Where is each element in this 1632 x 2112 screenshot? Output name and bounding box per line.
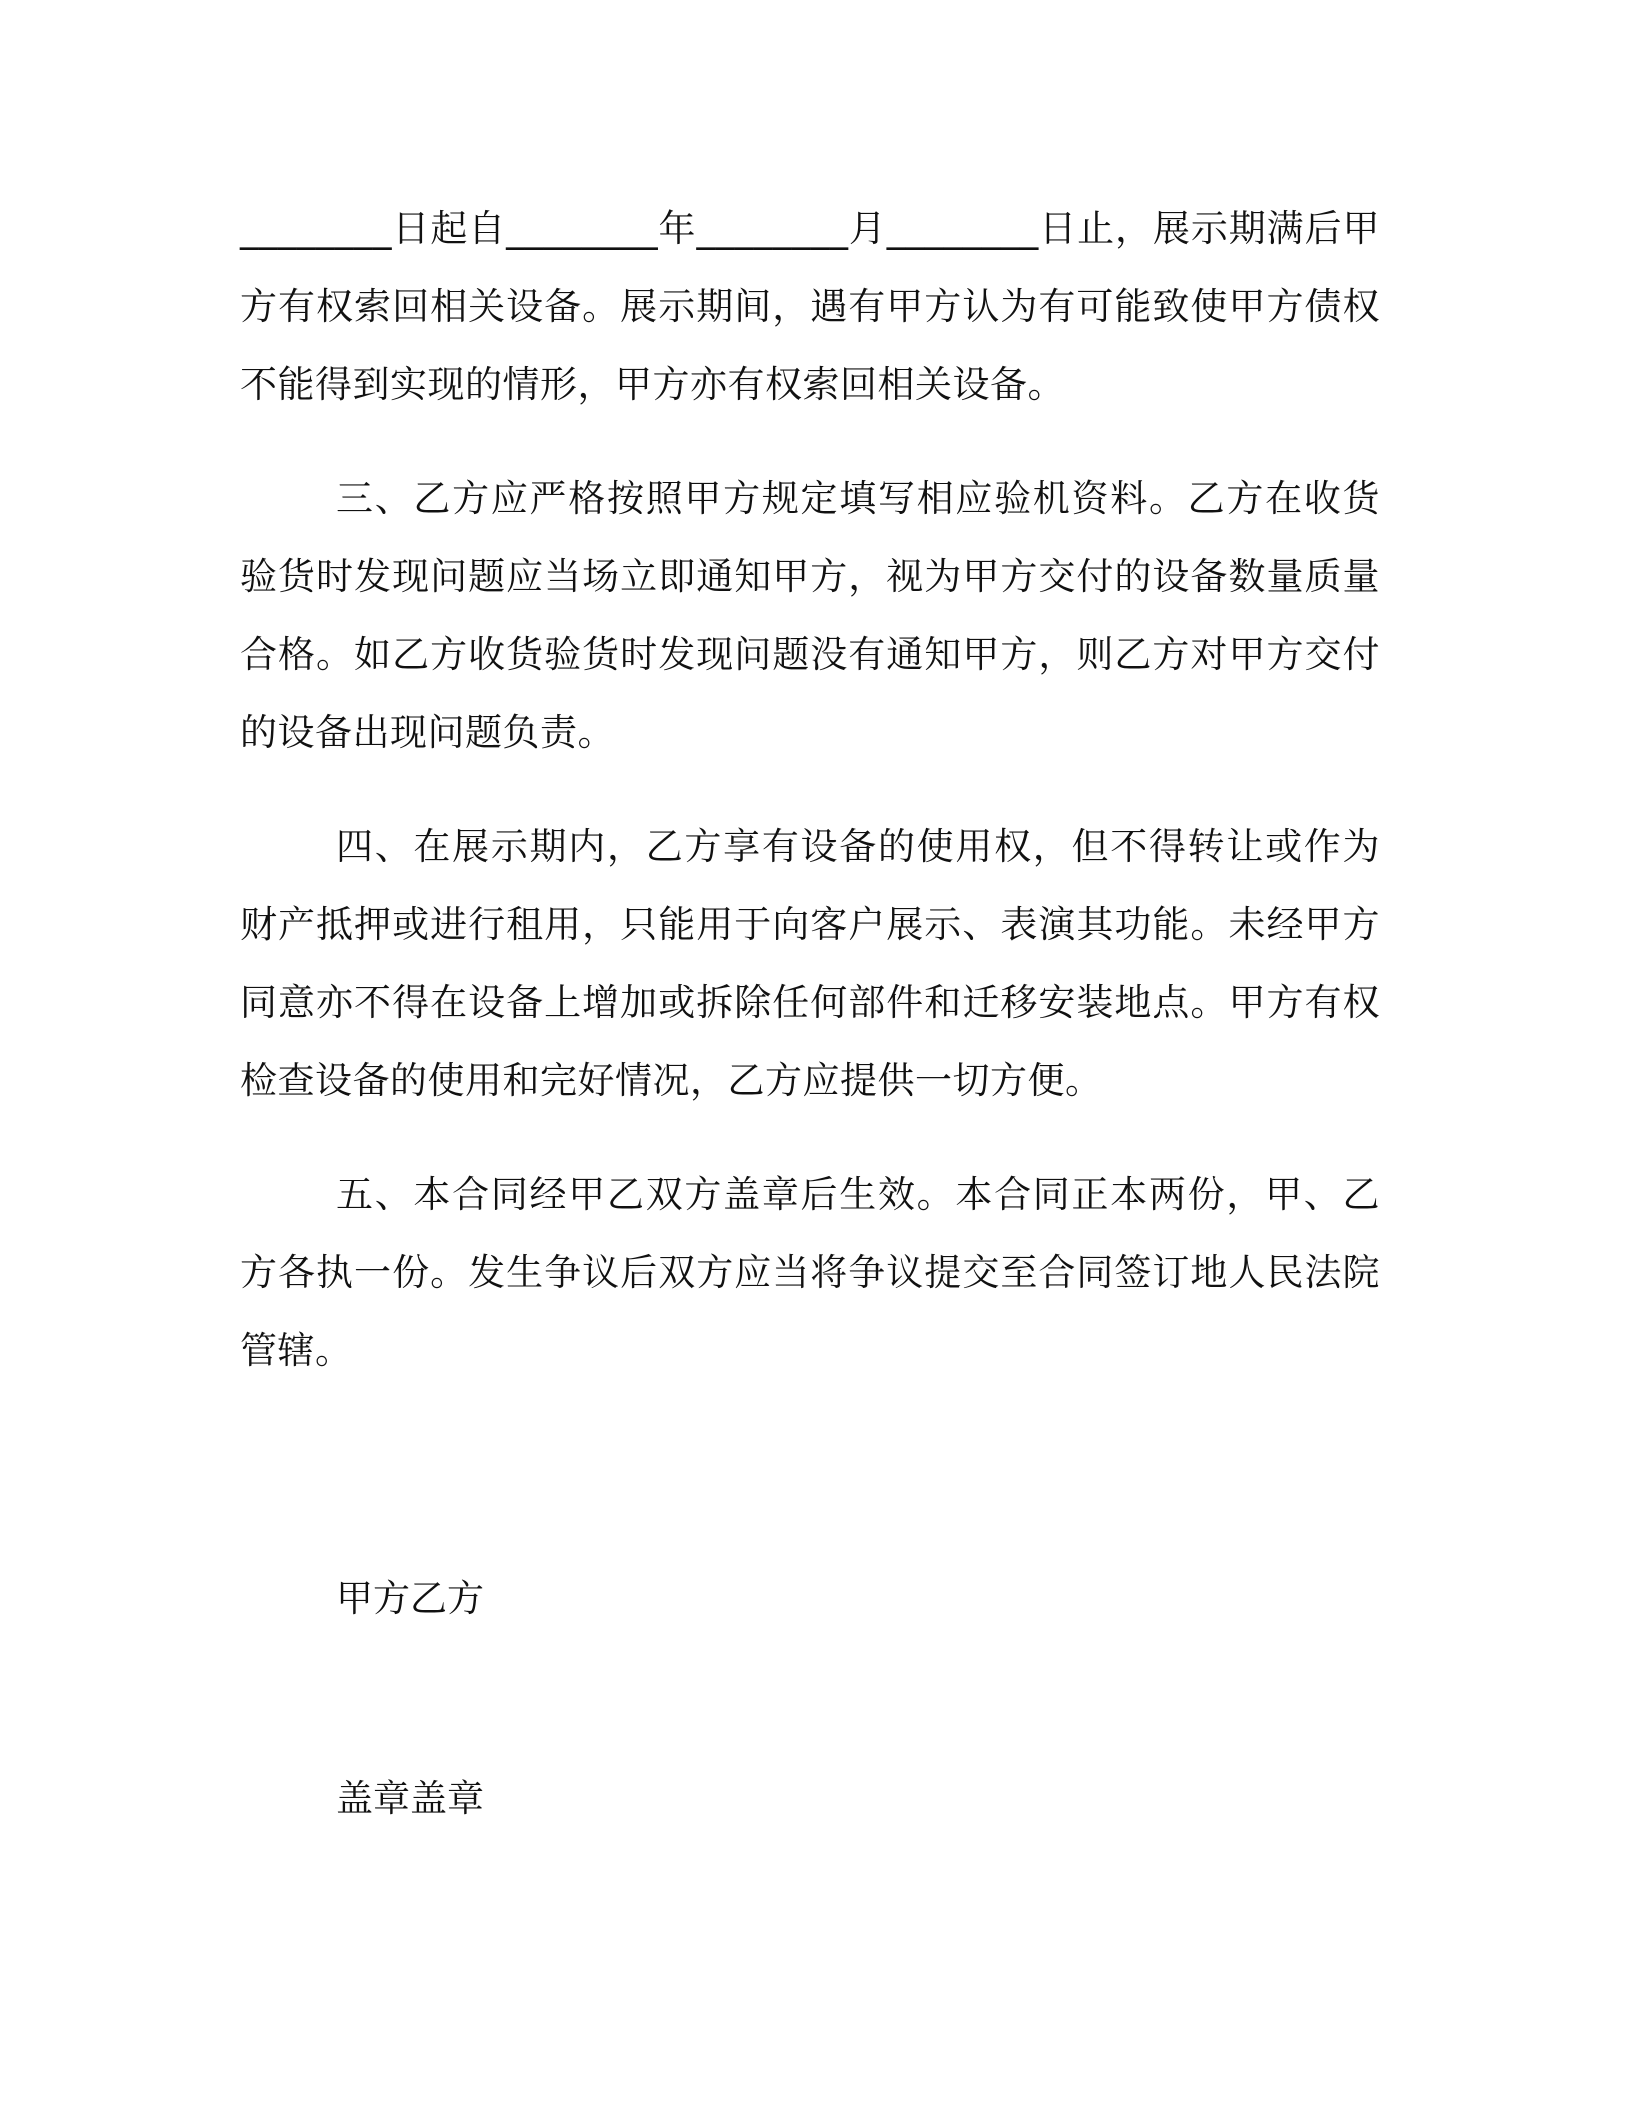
clause-2-continued: ________日起自________年________月________日止，展示期满后甲方有权索回相关设备。展示期间，遇有甲方认为有可能致使甲方债权不能得到实现的情形，甲方亦有权索回相关设备。 [240,207,1380,406]
signature-seals: 盖章盖章 [336,1777,484,1820]
signature-parties: 甲方乙方 [336,1577,484,1620]
clause-4: 四、在展示期内，乙方享有设备的使用权，但不得转让或作为财产抵押或进行租用，只能用于向客户展示、表演其功能。未经甲方同意亦不得在设备上增加或拆除任何部件和迁移安装地点。甲方有权检查设备的使用和完好情况，乙方应提供一切方便。 [240,825,1380,1102]
clause-5: 五、本合同经甲乙双方盖章后生效。本合同正本两份，甲、乙方各执一份。发生争议后双方应当将争议提交至合同签订地人民法院管辖。 [240,1173,1380,1372]
clause-3: 三、乙方应严格按照甲方规定填写相应验机资料。乙方在收货验货时发现问题应当场立即通知甲方，视为甲方交付的设备数量质量合格。如乙方收货验货时发现问题没有通知甲方，则乙方对甲方交付的设备出现问题负责。 [240,477,1380,754]
contract-body [240,190,1380,1390]
